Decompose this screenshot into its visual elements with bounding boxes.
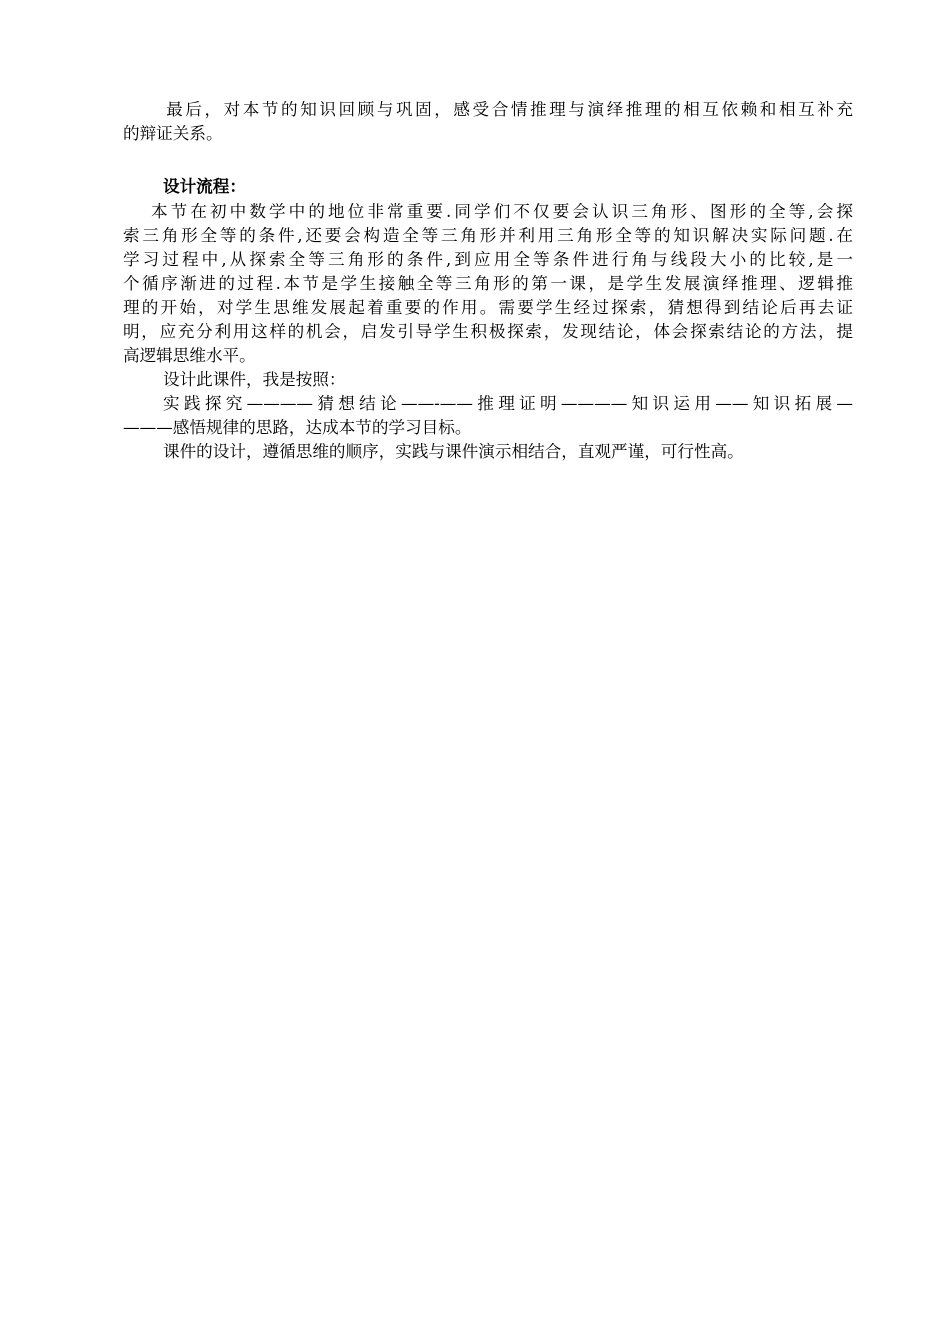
intro-paragraph bbox=[123, 98, 853, 146]
flow-paragraph bbox=[123, 392, 853, 440]
design-paragraph bbox=[123, 200, 853, 368]
design-line-3: 学习过程中,从探索全等三角形的条件,到应用全等条件进行角与线段大小的比较,是一 bbox=[123, 250, 853, 269]
document-body bbox=[123, 98, 853, 464]
flow-line-2: ———感悟规律的思路，达成本节的学习目标。 bbox=[123, 418, 472, 437]
flow-line-1: 实践探究————猜想结论——-——推理证明————知识运用——知识拓展— bbox=[163, 394, 853, 413]
courseware-intro-line: 设计此课件，我是按照： bbox=[163, 370, 346, 389]
design-line-7: 高逻辑思维水平。 bbox=[123, 346, 256, 365]
intro-line-2: 的辩证关系。 bbox=[123, 124, 223, 143]
design-line-2: 索三角形全等的条件,还要会构造全等三角形并利用三角形全等的知识解决实际问题.在 bbox=[123, 226, 853, 245]
intro-line-1: 最后，对本节的知识回顾与巩固，感受合情推理与演绎推理的相互依赖和相互补充 bbox=[147, 100, 853, 119]
design-line-6: 明，应充分利用这样的机会，启发引导学生积极探索，发现结论，体会探索结论的方法，提 bbox=[123, 322, 853, 341]
design-line-5: 理的开始，对学生思维发展起着重要的作用。需要学生经过探索，猜想得到结论后再去证 bbox=[123, 298, 853, 317]
courseware-intro-paragraph bbox=[123, 368, 853, 392]
design-line-1: 本节在初中数学中的地位非常重要.同学们不仅要会认识三角形、图形的全等,会探 bbox=[151, 202, 853, 221]
section-heading: 设计流程： bbox=[163, 176, 246, 196]
design-line-4: 个循序渐进的过程.本节是学生接触全等三角形的第一课，是学生发展演绎推理、逻辑推 bbox=[123, 274, 853, 293]
closing-line: 课件的设计，遵循思维的顺序，实践与课件演示相结合，直观严谨，可行性高。 bbox=[163, 442, 744, 461]
closing-paragraph bbox=[123, 440, 853, 464]
